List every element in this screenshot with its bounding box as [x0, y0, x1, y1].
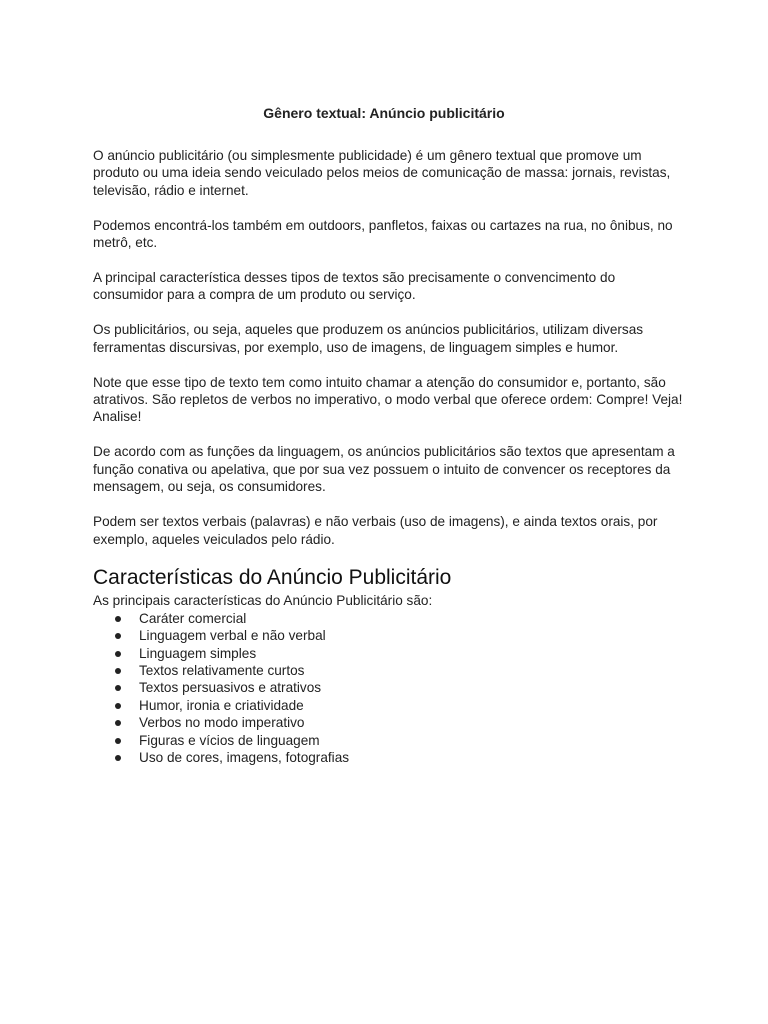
list-item-text: Verbos no modo imperativo: [139, 715, 305, 731]
list-item-text: Uso de cores, imagens, fotografias: [139, 750, 350, 766]
bullet-icon: [115, 738, 121, 744]
list-item-text: Textos persuasivos e atrativos: [139, 680, 322, 696]
paragraph: De acordo com as funções da linguagem, os anúncios publicitários são textos que apresentam a função conativa ou apelativa, que por sua vez possuem o intuito de convencer os receptores da mensagem, ou seja, os consumidores.: [93, 444, 675, 495]
bullet-icon: [115, 651, 121, 657]
section-intro: As principais características do Anúncio Publicitário são:: [93, 593, 433, 609]
bullet-icon: [115, 668, 121, 674]
list-item-text: Figuras e vícios de linguagem: [139, 732, 320, 748]
paragraph: Podem ser textos verbais (palavras) e não verbais (uso de imagens), e ainda textos orais, por exemplo, aqueles veiculados pelo rádio.: [93, 514, 658, 547]
list-item: [115, 679, 683, 696]
bullet-icon: [115, 685, 121, 691]
paragraph: Podemos encontrá-los também em outdoors, panfletos, faixas ou cartazes na rua, no ônibus, no metrô, etc.: [93, 217, 673, 251]
section-heading: Características do Anúncio Publicitário: [93, 566, 452, 590]
bullet-icon: [115, 720, 121, 726]
characteristics-list: [93, 610, 683, 767]
list-item-text: Humor, ironia e criatividade: [139, 697, 304, 713]
list-item: [115, 662, 683, 679]
list-item: [115, 714, 683, 731]
list-item-text: Linguagem simples: [139, 645, 257, 661]
document-title: Gênero textual: Anúncio publicitário: [263, 105, 505, 121]
list-item: [115, 645, 683, 662]
paragraph: A principal característica desses tipos de textos são precisamente o convencimento do consumidor para a compra de um produto ou serviço.: [93, 270, 616, 303]
paragraph: O anúncio publicitário (ou simplesmente publicidade) é um gênero textual que promove um produto ou uma ideia sendo veiculado pelos meios de comunicação de massa: jornais, revistas, televisão, rádio e internet.: [93, 148, 671, 198]
list-item-text: Textos relativamente curtos: [139, 663, 305, 679]
list-item: [115, 610, 683, 627]
document-body: [93, 147, 683, 766]
bullet-icon: [115, 703, 121, 709]
list-item: [115, 749, 683, 766]
bullet-icon: [115, 616, 121, 622]
bullet-icon: [115, 755, 121, 761]
list-item: [115, 697, 683, 714]
list-item-text: Linguagem verbal e não verbal: [139, 628, 326, 644]
paragraph: Os publicitários, ou seja, aqueles que produzem os anúncios publicitários, utilizam diversas ferramentas discursivas, por exemplo, uso de imagens, de linguagem simples e humor.: [93, 322, 644, 355]
list-item: [115, 627, 683, 644]
bullet-icon: [115, 633, 121, 639]
paragraph: Note que esse tipo de texto tem como intuito chamar a atenção do consumidor e, portanto, são atrativos. São repletos de verbos no imperativo, o modo verbal que oferece ordem: Compre! Veja! Analise!: [93, 374, 683, 425]
list-item: [115, 732, 683, 749]
list-item-text: Caráter comercial: [139, 610, 247, 626]
